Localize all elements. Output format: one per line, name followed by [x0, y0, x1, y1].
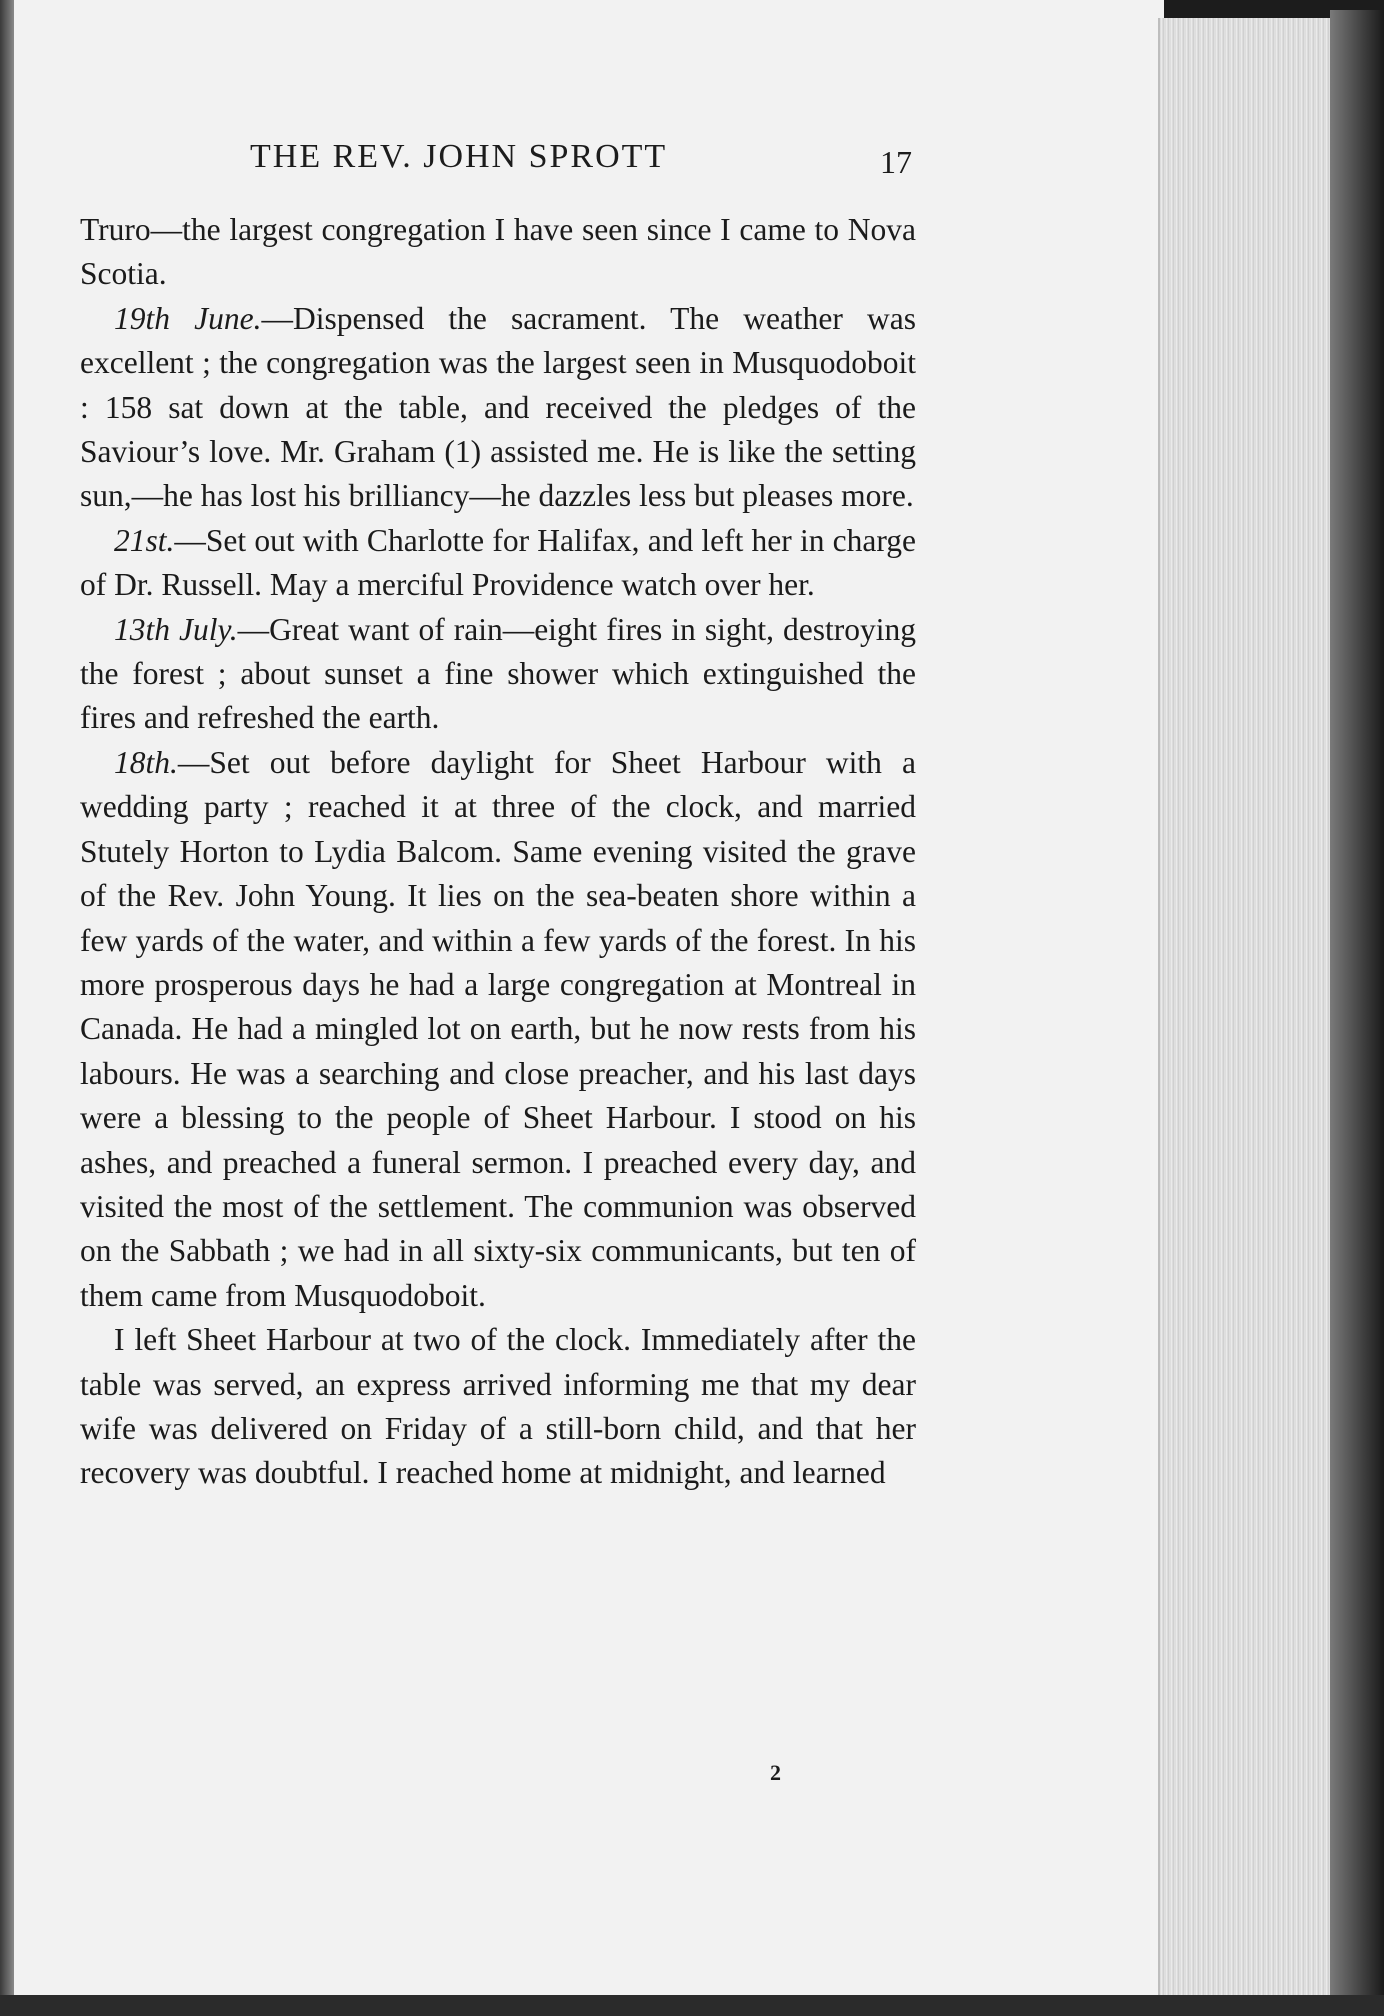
page-number: 17	[880, 144, 912, 180]
page-header	[80, 138, 920, 188]
paragraph-text: —Set out with Charlotte for Halifax, and left her in charge of Dr. Russell. May a merciful Providence watch over her.	[80, 522, 916, 603]
paragraph-text: —Dispensed the sacrament. The weather was excellent ; the congregation was the largest seen in Musquodoboit : 158 sat down at the table, and received the pledges of the Saviour’s love. Mr. Graham (1) assisted me. He is like the setting sun,—he has lost his brilliancy—he dazzles less but pleases more.	[80, 300, 917, 514]
paragraph-text: —Set out before daylight for Sheet Harbour with a wedding party ; reached it at three of the clock, and married Stutely Horton to Lydia Balcom. Same evening visited the grave of the Rev. John Young. It lies on the sea-beaten shore within a few yards of the water, and within a few yards of the forest. In his more prosperous days he had a large congregation at Montreal in Canada. He had a mingled lot on earth, but he now rests from his labours. He was a searching and close preacher, and his last days were a blessing to the people of Sheet Harbour. I stood on his ashes, and preached a funeral sermon. I preached every day, and visited the most of the settlement. The communion was observed on the Sabbath ; we had in all sixty-six communicants, but ten of them came from Musquodoboit.	[80, 744, 916, 1313]
paragraph	[80, 1318, 916, 1496]
paragraph	[80, 297, 916, 519]
entry-date: 13th July.	[114, 611, 238, 647]
entry-date: 18th.	[114, 744, 178, 780]
paragraph	[80, 208, 916, 297]
scan-bottom-band	[0, 1995, 1384, 2016]
body-text	[80, 208, 916, 1496]
entry-date: 21st.	[114, 522, 175, 558]
entry-date: 19th June.	[114, 300, 262, 336]
running-head: THE REV. JOHN SPROTT	[250, 138, 668, 175]
paragraph	[80, 608, 916, 741]
facing-page-edge	[0, 0, 14, 2016]
paragraph	[80, 741, 916, 1318]
paragraph-text: —Great want of rain—eight fires in sight, destroying the forest ; about sunset a fine shower which extinguished the fires and refreshed the earth.	[80, 611, 916, 736]
paragraph-text: I left Sheet Harbour at two of the clock. Immediately after the table was served, an express arrived informing me that my dear wife was delivered on Friday of a still-born child, and that her recovery was doubtful. I reached home at midnight, and learned	[80, 1322, 916, 1491]
page-block-shadow	[1330, 10, 1384, 2016]
signature-mark: 2	[770, 1760, 781, 1785]
paragraph	[80, 519, 916, 608]
paragraph-text: Truro—the largest congregation I have seen since I came to Nova Scotia.	[80, 212, 916, 292]
